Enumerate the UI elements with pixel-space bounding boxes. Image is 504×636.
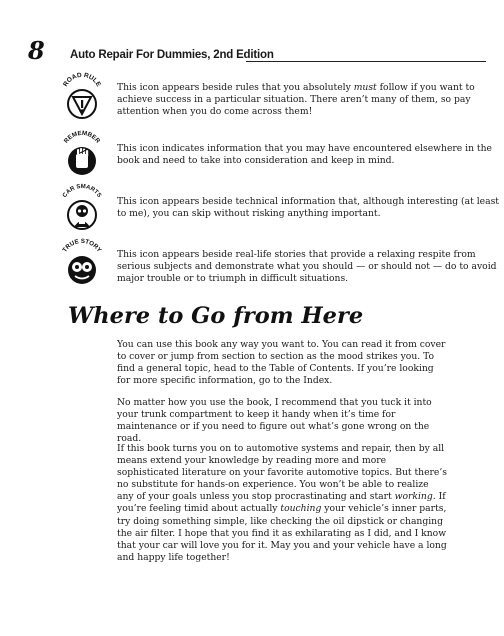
page-number: 8 bbox=[28, 36, 45, 65]
svg-text:ROAD RULE bbox=[62, 72, 102, 89]
icon-description: This icon indicates information that you may have encountered elsewhere in the book and need to take into consideration and keep in mind. bbox=[117, 143, 492, 167]
car-smarts-icon bbox=[57, 182, 107, 232]
true-story-icon-label: TRUE STORY bbox=[61, 237, 103, 254]
icon-description: This icon appears beside real-life stories that provide a relaxing respite from serious subjects and demonstrate what you should — or should not — do to avoid major trouble or to triumph in difficult situations. bbox=[117, 249, 497, 285]
svg-text:CAR SMARTS bbox=[62, 184, 102, 199]
book-title: Auto Repair For Dummies, 2nd Edition bbox=[70, 49, 274, 61]
true-story-icon bbox=[57, 236, 107, 286]
icon-description: This icon appears beside technical information that, although interesting (at least to me), you can skip without risking anything important. bbox=[117, 196, 499, 220]
car-smarts-icon-label: CAR SMARTS bbox=[62, 183, 102, 199]
icon-entry-road-rule bbox=[57, 72, 475, 120]
svg-text:TRUE STORY bbox=[61, 238, 103, 254]
remember-icon-label: REMEMBER bbox=[62, 129, 102, 145]
icon-entry-true-story bbox=[57, 236, 497, 285]
road-rule-icon bbox=[57, 72, 107, 122]
svg-text:REMEMBER bbox=[63, 130, 102, 145]
road-rule-icon-label: ROAD RULE bbox=[62, 72, 102, 89]
header-rule bbox=[246, 61, 486, 62]
body-paragraph: You can use this book any way you want to. You can read it from cover to cover or jump from section to section as the mood strikes you. To find a general topic, head to the Table of Contents. If you’re looking for more specific information, go to the Index. bbox=[117, 339, 446, 387]
body-paragraph: No matter how you use the book, I recommend that you tuck it into your trunk compartment to keep it handy when it’s time for maintenance or if you need to figure out what’s gone wrong on the road. bbox=[117, 397, 432, 445]
section-heading: Where to Go from Here bbox=[68, 303, 364, 329]
page-header bbox=[28, 36, 484, 66]
body-paragraph: If this book turns you on to automotive systems and repair, then by all means extend your knowledge by reading more and more sophisticated literature on your favorite automotive topics. But there’s no substitute for hands-on experience. You won’t be able to realize any of your goals unless you stop procrastinating and start working. If you’re feeling timid about actually touching your vehicle’s inner parts, try doing something simple, like checking the oil dipstick or changing the air filter. I hope that you find it as exhilarating as I did, and I know that your car will love you for it. May you and your vehicle have a long and happy life together! bbox=[117, 443, 447, 563]
remember-icon bbox=[57, 129, 107, 179]
icon-entry-remember bbox=[57, 129, 492, 177]
icon-description: This icon appears beside rules that you absolutely must follow if you want to achieve success in a particular situation. There aren’t many of them, so pay attention when you do come across them! bbox=[117, 82, 475, 118]
icon-entry-car-smarts bbox=[57, 182, 499, 230]
